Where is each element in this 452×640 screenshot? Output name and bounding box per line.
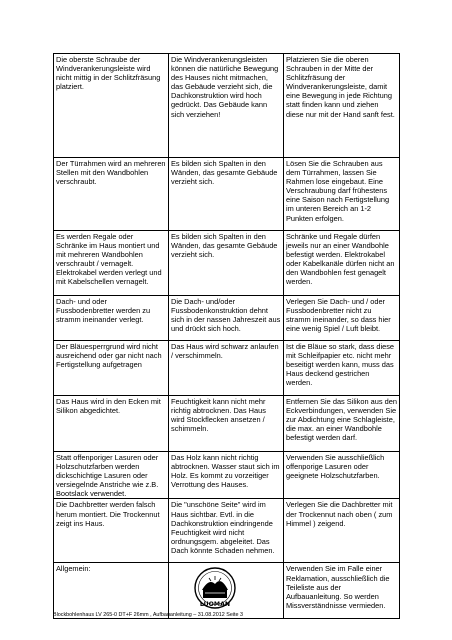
solution-cell: Ist die Bläue so stark, dass diese mit Schleifpapier etc. nicht mehr beseitigt werden kann, muss das Haus deckend gestrichen werden. [284, 341, 400, 396]
table-row [54, 499, 400, 563]
problem-cell: Dach- und oder Fussbodenbretter werden zu stramm ineinander verlegt. [54, 296, 169, 341]
cause-cell: Die Dach- und/oder Fussbodenkonstruktion dehnt sich in der nassen Jahreszeit aus und drückt sich hoch. [169, 296, 284, 341]
cause-cell: Das Haus wird schwarz anlaufen / verschimmeln. [169, 341, 284, 396]
problem-cell: Das Haus wird in den Ecken mit Silikon abgedichtet. [54, 396, 169, 452]
table-row [54, 231, 400, 296]
logo-cell [169, 563, 284, 619]
table-row [54, 158, 400, 231]
problem-cell: Es werden Regale oder Schränke im Haus montiert und mit mehreren Wandbohlen verschraubt / vernagelt. Elektrokabel werden verlegt und mit Kabelschellen vernagelt. [54, 231, 169, 296]
instructions-table [53, 53, 400, 619]
solution-cell: Verwenden Sie im Falle einer Reklamation, ausschließlich die Teileliste aus der Aufbauanleitung. So werden Missverständnisse vermieden. [284, 563, 400, 619]
problem-cell: Die Dachbretter werden falsch herum montiert. Die Trockennut zeigt ins Haus. [54, 499, 169, 563]
cause-cell: Es bilden sich Spalten in den Wänden, das gesamte Gebäude verzieht sich. [169, 231, 284, 296]
cause-cell: Es bilden sich Spalten in den Wänden, das gesamte Gebäude verzieht sich. [169, 158, 284, 231]
table-row [54, 296, 400, 341]
table-row [54, 54, 400, 158]
page-footer: Blockbohlenhaus LV 265-0 DT+F 26mm , Aufbauanleitung – 31.08.2012 Seite 3 [53, 612, 244, 618]
solution-cell: Entfernen Sie das Silikon aus den Eckverbindungen, verwenden Sie zur Abdichtung eine Schlagleiste, die max. an einer Wandbohle befestigt werden darf. [284, 396, 400, 452]
table-row [54, 563, 400, 619]
logo-text: LUOMAN [199, 601, 231, 609]
solution-cell: Schränke und Regale dürfen jeweils nur an einer Wandbohle befestigt werden. Elektrokabel oder Kabelkanäle dürfen nicht an den Wandbohlen fest genagelt werden. [284, 231, 400, 296]
solution-cell: Verlegen Sie die Dachbretter mit der Trockennut nach oben ( zum Himmel ) zeigend. [284, 499, 400, 563]
table-row [54, 452, 400, 499]
solution-cell: Verlegen Sie Dach- und / oder Fussbodenbretter nicht zu stramm ineinander, so dass hier eine wenig Spiel / Luft bleibt. [284, 296, 400, 341]
solution-cell: Verwenden Sie ausschließlich offenporige Lasuren oder geeignete Holzschutzfarben. [284, 452, 400, 499]
solution-cell: Lösen Sie die Schrauben aus dem Türrahmen, lassen Sie Rahmen lose eingebaut. Eine Verschraubung darf frühestens eine Saison nach Fertigstellung im unteren Bereich an 1-2 Punkten erfolgen. [284, 158, 400, 231]
problem-cell: Die oberste Schraube der Windverankerungsleiste wird nicht mittig in der Schlitzfräsung platziert. [54, 54, 169, 158]
problem-cell: Statt offenporiger Lasuren oder Holzschutzfarben werden dickschichtige Lasuren oder versiegelnde Anstriche wie z.B. Bootslack verwendet. [54, 452, 169, 499]
problem-cell: Allgemein: [54, 563, 169, 619]
cause-cell: Die Windverankerungsleisten können die natürliche Bewegung des Hauses nicht mitmachen, das Gebäude verzieht sich, die Dachkonstruktion wird hoch gedrückt. Das Gebäude kann sich verziehen! [169, 54, 284, 158]
problem-cell: Der Bläuesperrgrund wird nicht ausreichend oder gar nicht nach Fertigstellung aufgetragen [54, 341, 169, 396]
table-row [54, 396, 400, 452]
cause-cell: Das Holz kann nicht richtig abtrocknen. Wasser staut sich im Holz. Es kommt zu vorzeitiger Verrottung des Hauses. [169, 452, 284, 499]
cause-cell: Die "unschöne Seite" wird im Haus sichtbar. Evtl. in die Dachkonstruktion eindringende Feuchtigkeit wird nicht ordnungsgem. abgeleitet. Das Dach könnte Schaden nehmen. [169, 499, 284, 563]
luoman-logo-icon [193, 566, 237, 610]
cause-cell: Feuchtigkeit kann nicht mehr richtig abtrocknen. Das Haus wird Stockflecken ansetzen / schimmeln. [169, 396, 284, 452]
problem-cell: Der Türrahmen wird an mehreren Stellen mit den Wandbohlen verschraubt. [54, 158, 169, 231]
table-row [54, 341, 400, 396]
solution-cell: Platzieren Sie die oberen Schrauben in der Mitte der Schlitzfräsung der Windverankerungsleiste, damit eine Bewegung in jede Richtung statt finden kann und ziehen diese nur mit der Hand sanft fest. [284, 54, 400, 158]
